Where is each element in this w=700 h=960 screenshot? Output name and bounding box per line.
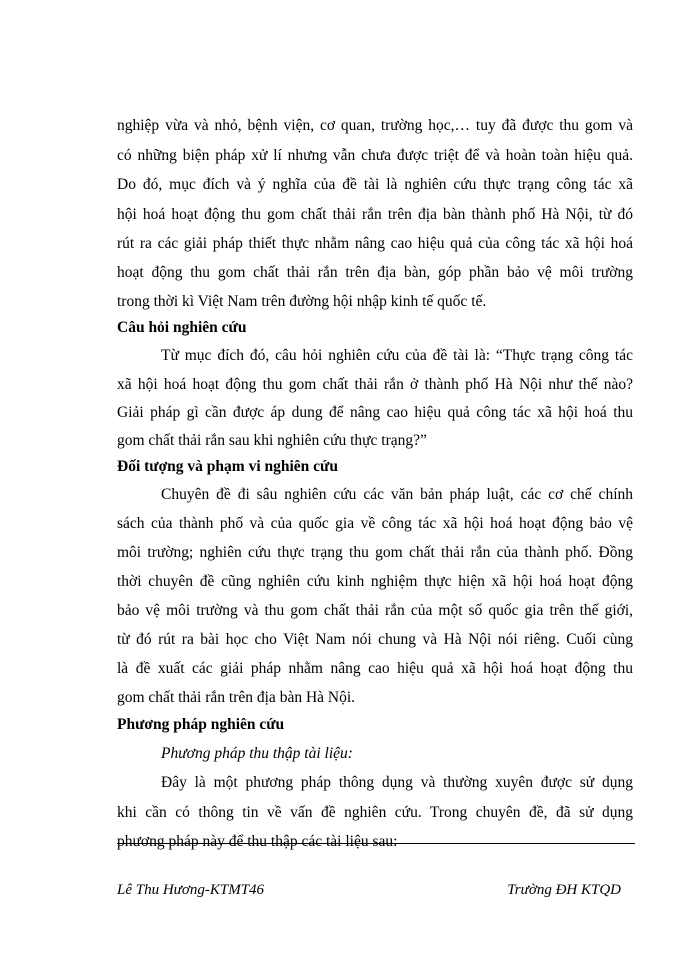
footer-rule bbox=[117, 843, 635, 844]
section-heading: Đối tượng và phạm vi nghiên cứu bbox=[117, 458, 338, 475]
text-line: xã hội hoá hoạt động thu gom chất thải rắn ở thành phố Hà Nội như thế nào? bbox=[117, 376, 633, 393]
footer-author: Lê Thu Hương-KTMT46 bbox=[117, 882, 265, 898]
text-line: bảo vệ môi trường và thu gom chất thải rắn của một số quốc gia trên thế giới, bbox=[117, 602, 633, 619]
section-heading: Câu hỏi nghiên cứu bbox=[117, 319, 247, 336]
text-line: gom chất thải rắn sau khi nghiên cứu thực trạng?” bbox=[117, 432, 427, 449]
text-line: từ đó rút ra bài học cho Việt Nam nói chung và Hà Nội nói riêng. Cuối cùng bbox=[117, 631, 633, 648]
text-line: sách của thành phố và của quốc gia về công tác xã hội hoá hoạt động bảo vệ bbox=[117, 515, 633, 532]
text-line: thời chuyên đề cũng nghiên cứu kinh nghiệm thực hiện xã hội hoá hoạt động bbox=[117, 573, 633, 590]
text-line: Từ mục đích đó, câu hỏi nghiên cứu của đề tài là: “Thực trạng công tác bbox=[161, 347, 633, 364]
text-line: nghiệp vừa và nhỏ, bệnh viện, cơ quan, trường học,… tuy đã được thu gom và bbox=[117, 117, 633, 134]
text-line: rút ra các giải pháp thiết thực nhằm nâng cao hiệu quả của công tác xã hội hoá bbox=[117, 235, 633, 252]
text-line: là đề xuất các giải pháp nhằm nâng cao hiệu quả xã hội hoá hoạt động thu bbox=[117, 660, 633, 677]
section-heading: Phương pháp nghiên cứu bbox=[117, 716, 285, 733]
text-line: có những biện pháp xử lí nhưng vẫn chưa được triệt để và hoàn toàn hiệu quả. bbox=[117, 147, 633, 164]
text-line: phương pháp này để thu thập các tài liệu sau: bbox=[117, 833, 398, 850]
subheading: Phương pháp thu thập tài liệu: bbox=[161, 745, 353, 762]
text-line: gom chất thải rắn trên địa bàn Hà Nội. bbox=[117, 689, 356, 706]
text-line: Đây là một phương pháp thông dụng và thường xuyên được sử dụng bbox=[161, 774, 633, 791]
text-line: trong thời kì Việt Nam trên đường hội nhập kinh tế quốc tế. bbox=[117, 293, 487, 310]
footer-school: Trường ĐH KTQD bbox=[507, 882, 621, 898]
text-line: Do đó, mục đích và ý nghĩa của đề tài là nghiên cứu thực trạng công tác xã bbox=[117, 176, 633, 193]
text-line: khi cần có thông tin về vấn đề nghiên cứu. Trong chuyên đề, đã sử dụng bbox=[117, 804, 633, 821]
text-line: môi trường; nghiên cứu thực trạng thu gom chất thải rắn của thành phố. Đồng bbox=[117, 544, 633, 561]
text-line: hội hoá hoạt động thu gom chất thải rắn trên địa bàn thành phố Hà Nội, từ đó bbox=[117, 206, 633, 223]
text-line: hoạt động thu gom chất thải rắn trên địa bàn, góp phần bảo vệ môi trường bbox=[117, 264, 633, 281]
text-line: Giải pháp gì cần được áp dung để nâng cao hiệu quả công tác xã hội hoá thu bbox=[117, 404, 633, 421]
text-line: Chuyên đề đi sâu nghiên cứu các văn bản pháp luật, các cơ chế chính bbox=[161, 486, 633, 503]
